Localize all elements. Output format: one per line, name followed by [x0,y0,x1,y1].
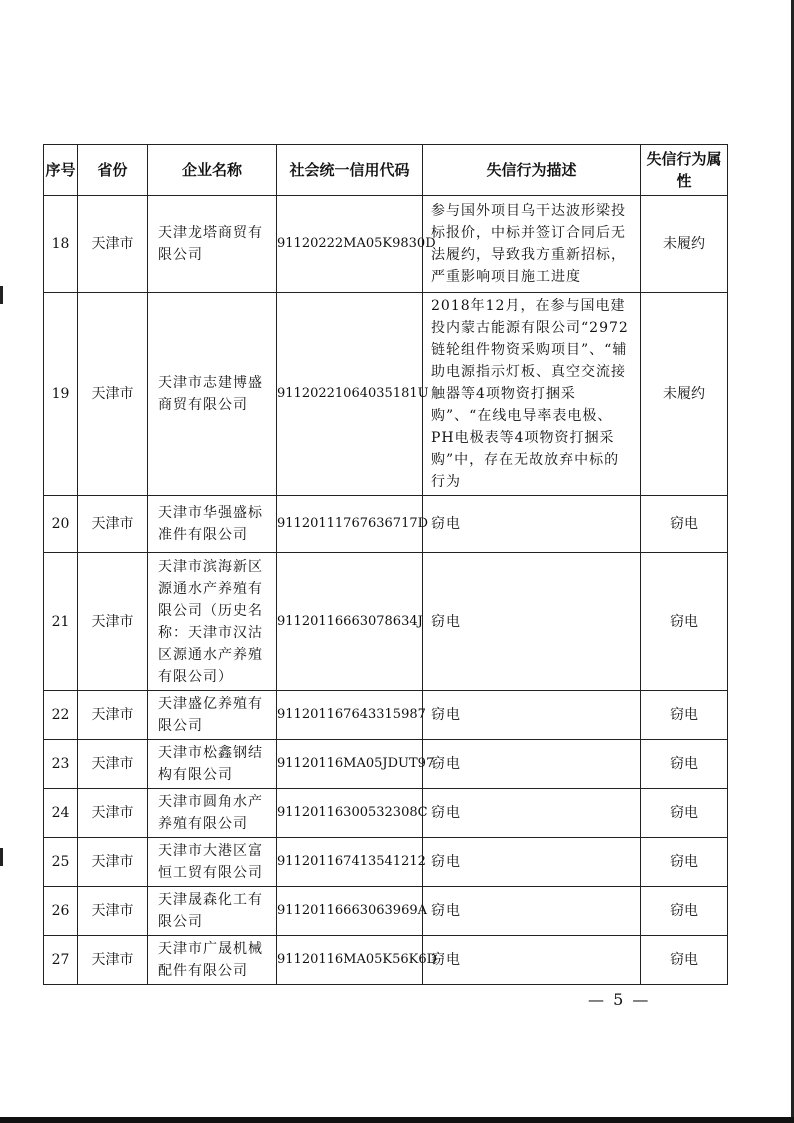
row-province: 天津市 [78,936,148,985]
table-row [44,936,728,985]
row-index: 21 [44,553,78,691]
row-index: 20 [44,496,78,553]
row-province: 天津市 [78,691,148,740]
table-row [44,553,728,691]
table-row [44,789,728,838]
header-attribute: 失信行为属性 [641,145,728,196]
row-index: 22 [44,691,78,740]
margin-mark [0,286,3,304]
row-company: 天津市松鑫钢结构有限公司 [148,740,277,789]
row-credit-code: 91120116663078634J [277,553,423,691]
row-credit-code: 911201167413541212 [277,838,423,887]
page-edge-bottom [0,1117,794,1123]
row-description: 窃电 [423,789,641,838]
row-company: 天津市广晟机械配件有限公司 [148,936,277,985]
row-description: 窃电 [423,691,641,740]
row-attribute: 未履约 [641,196,728,293]
header-province: 省份 [78,145,148,196]
row-company: 天津市滨海新区源通水产养殖有限公司（历史名称：天津市汉沽区源通水产养殖有限公司） [148,553,277,691]
table-row [44,196,728,293]
row-credit-code: 91120116300532308C [277,789,423,838]
header-credit-code: 社会统一信用代码 [277,145,423,196]
row-index: 23 [44,740,78,789]
row-company: 天津市志建博盛商贸有限公司 [148,293,277,496]
row-attribute: 窃电 [641,496,728,553]
row-attribute: 窃电 [641,553,728,691]
row-description: 窃电 [423,496,641,553]
row-province: 天津市 [78,293,148,496]
row-credit-code: 91120116MA05K56K6D [277,936,423,985]
row-index: 26 [44,887,78,936]
row-description: 窃电 [423,553,641,691]
row-company: 天津市华强盛标准件有限公司 [148,496,277,553]
table-row [44,691,728,740]
row-credit-code: 91120116663063969A [277,887,423,936]
table-row [44,740,728,789]
row-province: 天津市 [78,553,148,691]
row-description: 窃电 [423,838,641,887]
row-description: 参与国外项目乌干达波形梁投标报价，中标并签订合同后无法履约，导致我方重新招标，严重影响项目施工进度 [423,196,641,293]
row-province: 天津市 [78,740,148,789]
row-description: 窃电 [423,740,641,789]
row-index: 19 [44,293,78,496]
table-row [44,496,728,553]
row-province: 天津市 [78,196,148,293]
row-credit-code: 91120116MA05JDUT97 [277,740,423,789]
row-province: 天津市 [78,789,148,838]
row-company: 天津龙塔商贸有限公司 [148,196,277,293]
credit-violation-table [43,144,728,985]
row-province: 天津市 [78,496,148,553]
table-row [44,838,728,887]
header-description: 失信行为描述 [423,145,641,196]
row-credit-code: 91120111767636717D [277,496,423,553]
row-attribute: 窃电 [641,691,728,740]
row-company: 天津盛亿养殖有限公司 [148,691,277,740]
table-row [44,293,728,496]
margin-mark [0,848,3,866]
table-row [44,887,728,936]
row-credit-code: 911201167643315987 [277,691,423,740]
row-description: 窃电 [423,936,641,985]
row-index: 24 [44,789,78,838]
row-attribute: 窃电 [641,740,728,789]
row-province: 天津市 [78,887,148,936]
row-description: 窃电 [423,887,641,936]
page-number: — 5 — [588,990,651,1009]
row-attribute: 未履约 [641,293,728,496]
row-company: 天津晟森化工有限公司 [148,887,277,936]
row-credit-code: 91120222MA05K9830D [277,196,423,293]
row-index: 27 [44,936,78,985]
header-company: 企业名称 [148,145,277,196]
row-company: 天津市圆角水产养殖有限公司 [148,789,277,838]
row-province: 天津市 [78,838,148,887]
row-attribute: 窃电 [641,887,728,936]
row-attribute: 窃电 [641,838,728,887]
row-index: 18 [44,196,78,293]
row-index: 25 [44,838,78,887]
row-description: 2018年12月，在参与国电建投内蒙古能源有限公司“2972链轮组件物资采购项目”、“辅助电源指示灯板、真空交流接触器等4项物资打捆采购”、“在线电导率表电极、PH电极表等4项物资打捆采购”中，存在无故放弃中标的行为 [423,293,641,496]
row-company: 天津市大港区富恒工贸有限公司 [148,838,277,887]
row-attribute: 窃电 [641,789,728,838]
table-header-row [44,145,728,196]
row-credit-code: 91120221064035181U [277,293,423,496]
row-attribute: 窃电 [641,936,728,985]
header-index: 序号 [44,145,78,196]
